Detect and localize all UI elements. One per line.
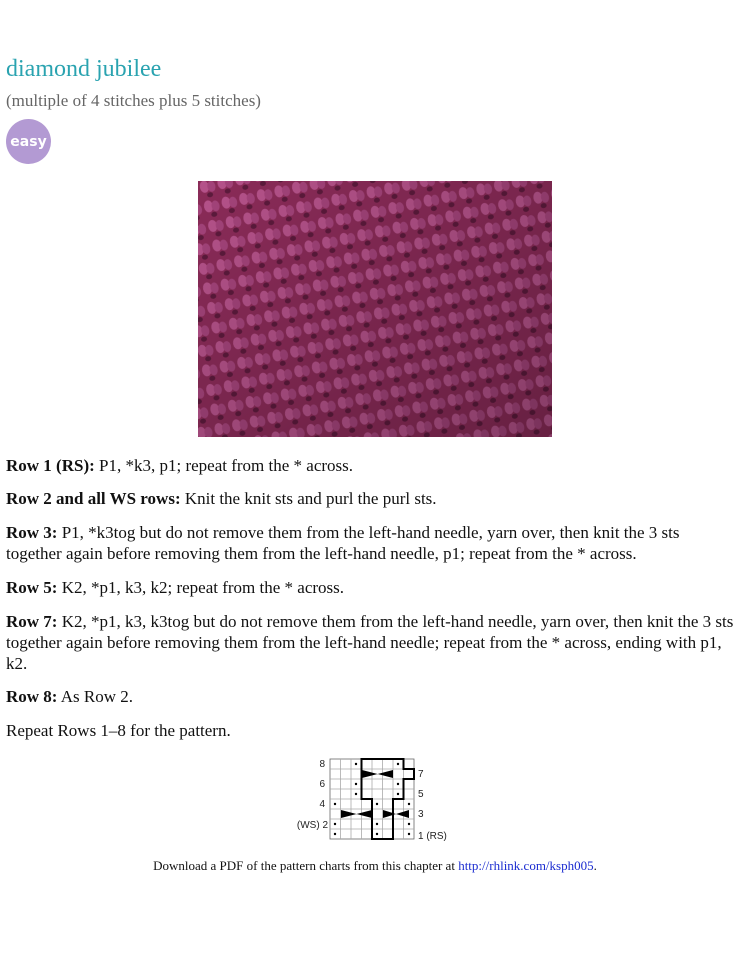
stitch-chart xyxy=(288,756,463,846)
row-text: K2, *p1, k3, k2; repeat from the * across. xyxy=(57,578,345,597)
instruction-row-3 xyxy=(6,522,738,564)
chart-right-label: 3 xyxy=(418,809,424,820)
chart-right-label: 1 (RS) xyxy=(418,831,447,842)
knit-texture xyxy=(198,181,552,437)
chart-left-label: 4 xyxy=(319,799,325,810)
repeat-note: Repeat Rows 1–8 for the pattern. xyxy=(6,721,231,740)
download-text: Download a PDF of the pattern charts from this chapter at xyxy=(153,858,459,873)
row-label: Row 2 and all WS rows: xyxy=(6,489,181,508)
row-text: P1, *k3tog but do not remove them from the left-hand needle, yarn over, then knit the 3 sts together again before removing them from the left-hand needle, p1; repeat from the * across. xyxy=(6,523,680,563)
row-text: P1, *k3, p1; repeat from the * across. xyxy=(94,456,354,475)
difficulty-badge xyxy=(6,119,51,164)
row-label: Row 7: xyxy=(6,612,58,631)
chart-right-label: 5 xyxy=(418,789,424,800)
row-label: Row 5: xyxy=(6,578,58,597)
row-text: Knit the knit sts and purl the purl sts. xyxy=(180,489,437,508)
difficulty-label: easy xyxy=(10,133,47,150)
instruction-row-5 xyxy=(6,577,738,598)
chart-right-label: 7 xyxy=(418,769,424,780)
row-text: As Row 2. xyxy=(57,687,134,706)
row-text: K2, *p1, k3, k3tog but do not remove them from the left-hand needle, yarn over, then knit the 3 sts together again before removing them from the left-hand needle; repeat from the * across, ending with p1, k2. xyxy=(6,612,734,673)
pattern-title: diamond jubilee xyxy=(6,56,162,82)
chart-left-label: 6 xyxy=(319,779,325,790)
download-note xyxy=(0,858,750,874)
chart-left-label: 8 xyxy=(319,759,325,770)
swatch-photo xyxy=(198,181,552,437)
instruction-row-2 xyxy=(6,488,738,509)
download-link[interactable]: http://rhlink.com/ksph005 xyxy=(458,858,594,873)
chart-left-label: (WS) 2 xyxy=(296,820,328,831)
row-label: Row 8: xyxy=(6,687,58,706)
download-suffix: . xyxy=(593,858,597,873)
pattern-subtitle: (multiple of 4 stitches plus 5 stitches) xyxy=(6,91,261,110)
instruction-row-1 xyxy=(6,455,738,476)
instruction-row-8 xyxy=(6,686,738,707)
row-label: Row 3: xyxy=(6,523,58,542)
row-label: Row 1 (RS): xyxy=(6,456,95,475)
instruction-row-7 xyxy=(6,611,738,674)
